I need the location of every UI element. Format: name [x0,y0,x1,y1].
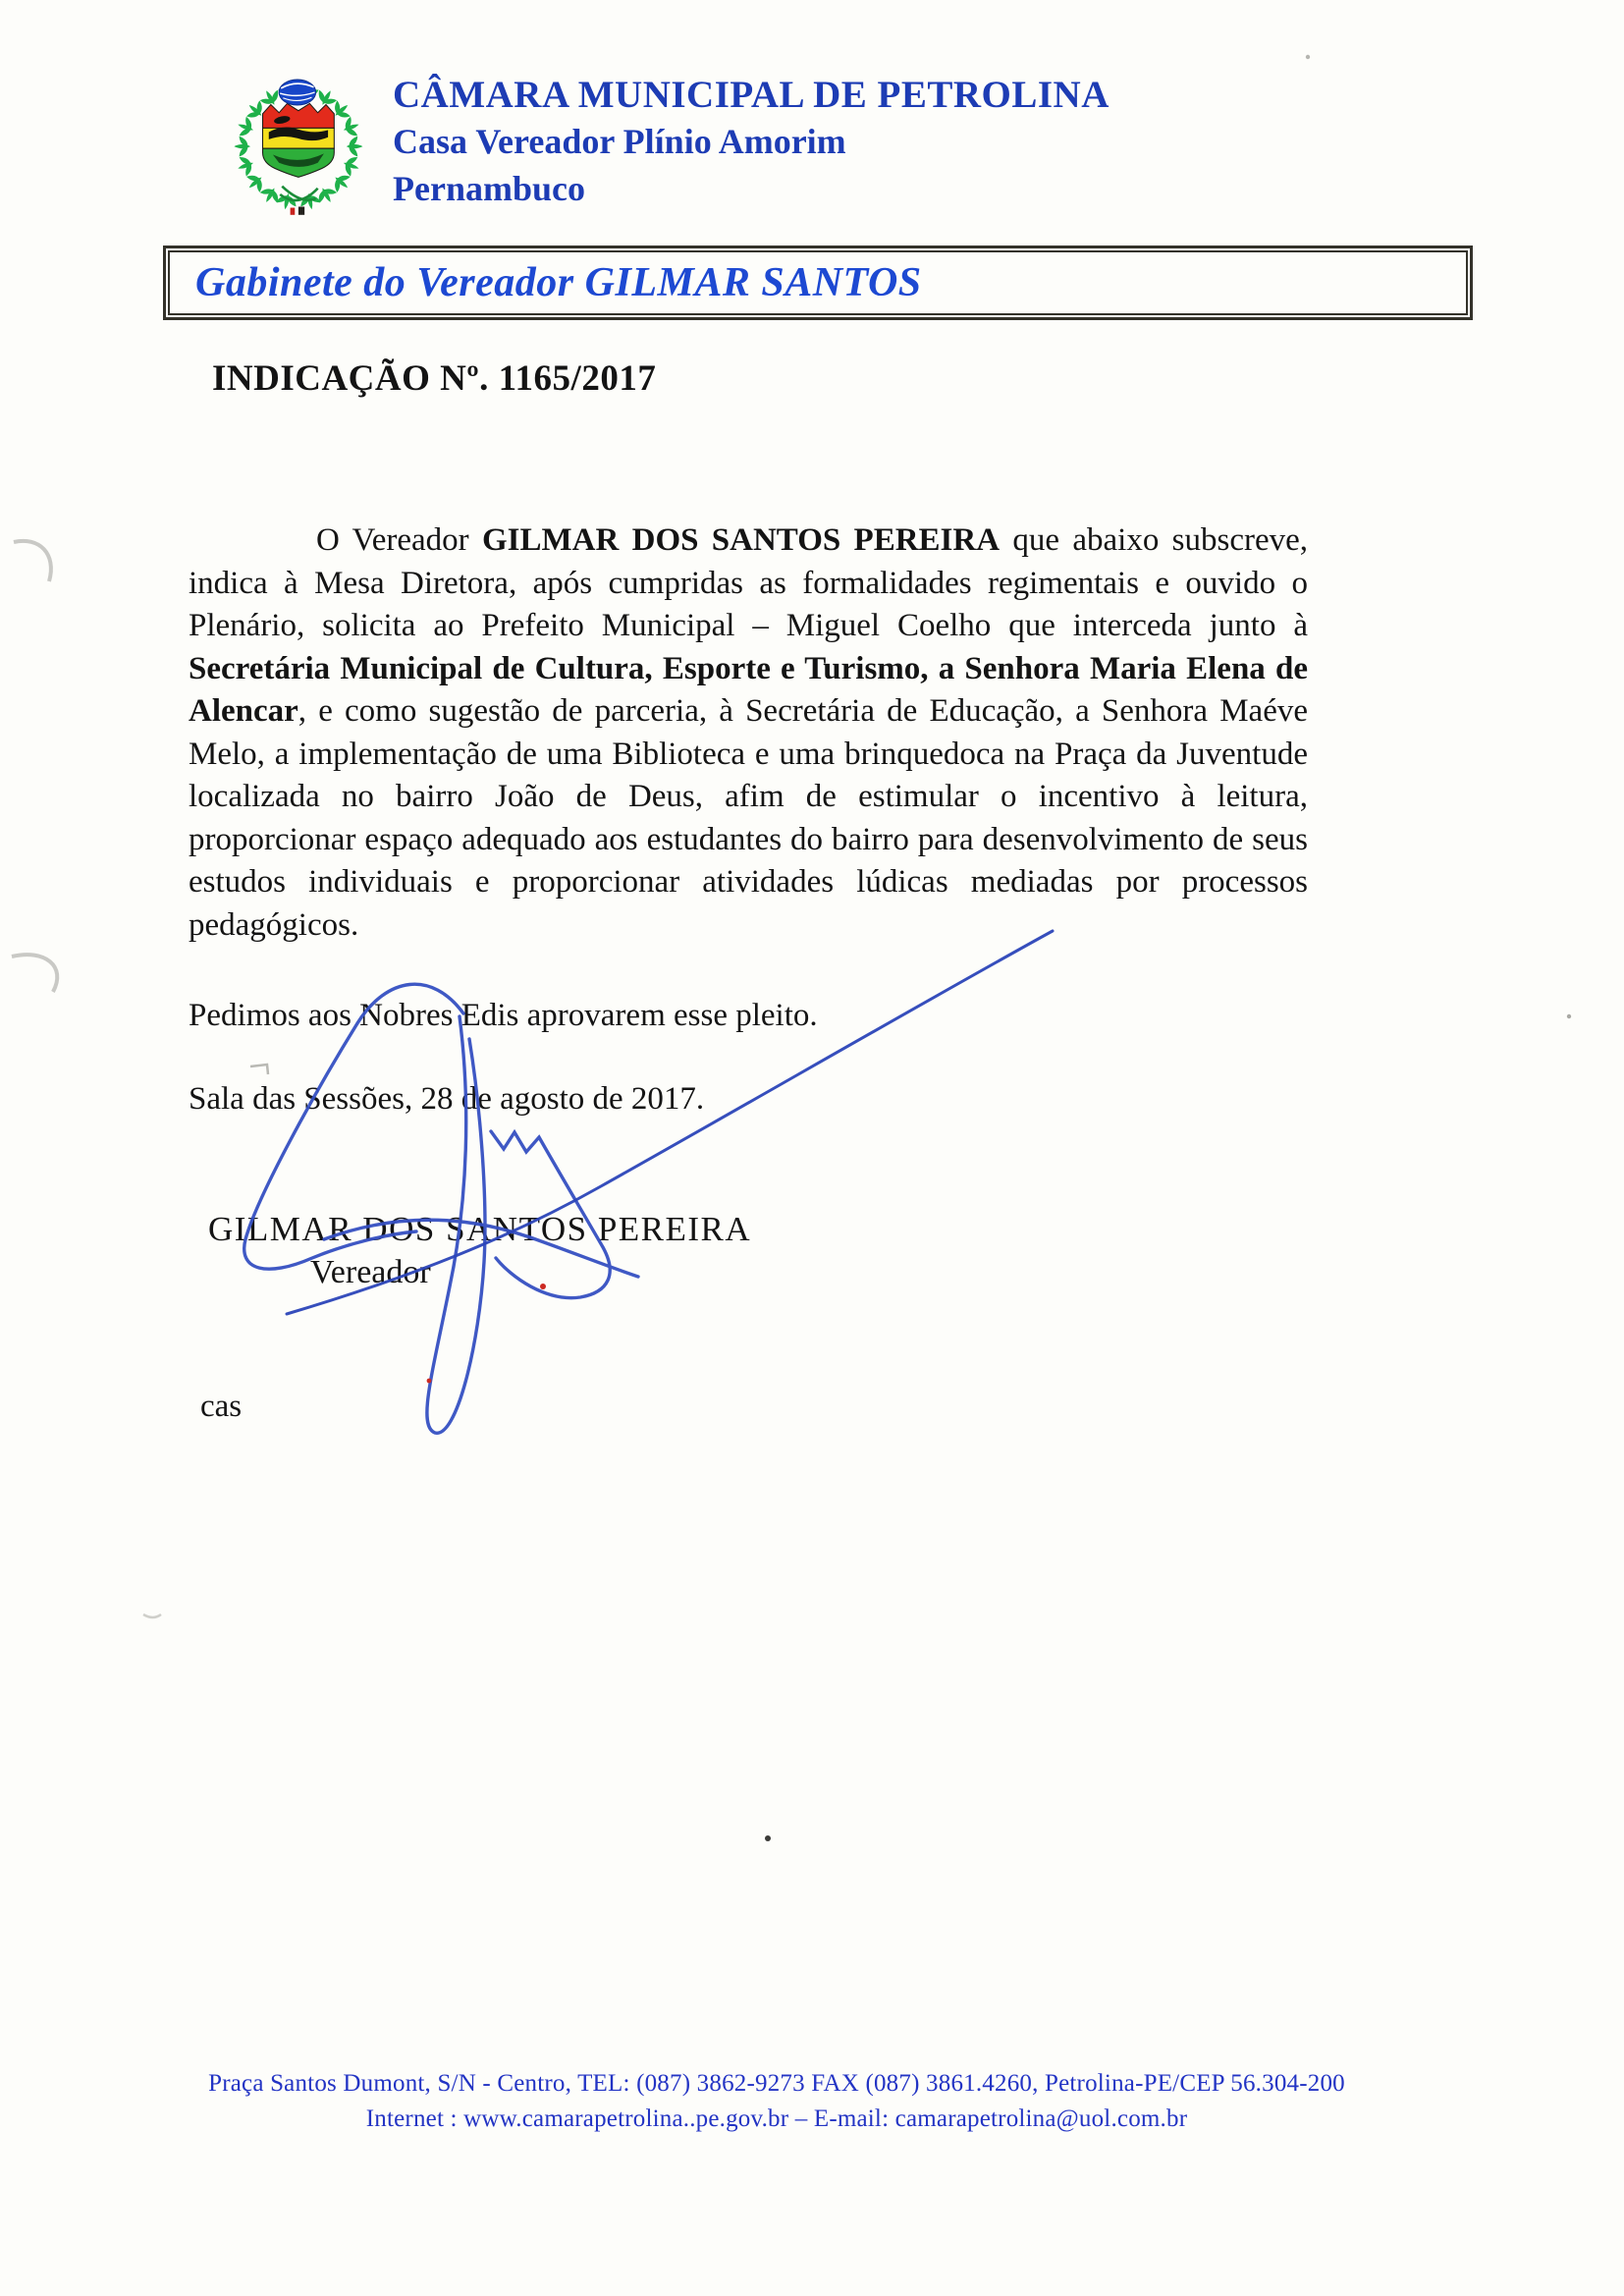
org-name: CÂMARA MUNICIPAL DE PETROLINA [393,74,1110,116]
session-date-line: Sala das Sessões, 28 de agosto de 2017. [189,1081,705,1117]
coat-of-arms-logo [224,67,377,220]
signatory-name: GILMAR DOS SANTOS PEREIRA [208,1210,752,1248]
footer-address: Praça Santos Dumont, S/N - Centro, TEL: (087) 3862-9273 FAX (087) 3861.4260, Petrolina-PE/CEP 56.304-200 [208,2070,1345,2097]
signatory-title: Vereador [310,1254,431,1290]
letterhead [393,75,1110,209]
closing-request-line: Pedimos aos Nobres Edis aprovarem esse pleito. [189,998,818,1033]
org-subtitle: Casa Vereador Plínio Amorim [393,121,846,161]
org-state: Pernambuco [393,169,585,209]
scan-artifacts [12,55,1571,1841]
footer [0,2070,1553,2133]
scroll-mark-icon [291,206,305,214]
body-paragraph: O Vereador GILMAR DOS SANTOS PEREIRA que abaixo subscreve, indica à Mesa Diretora, após cumpridas as formalidades regimentais e ouvido o Plenário, solicita ao Prefeito Municipal – Miguel Coelho que interceda junto à Secretária Municipal de Cultura, Esporte e Turismo, a Senhora Maria Elena de Alencar, e como sugestão de parceria, à Secretária de Educação, a Senhora Maéve Melo, a implementação de uma Biblioteca e uma brinquedoca na Praça da Juventude localizada no bairro João de Deus, afim de estimular o incentivo à leitura, proporcionar espaço adequado aos estudantes do bairro para desenvolvimento de seus estudos individuais e proporcionar atividades lúdicas mediadas por processos pedagógicos. [189,522,1308,943]
office-banner-text: Gabinete do Vereador GILMAR SANTOS [195,260,922,305]
footer-contact: Internet : www.camarapetrolina..pe.gov.br – E-mail: camarapetrolina@uol.com.br [365,2105,1188,2132]
globe-icon [279,80,315,105]
clerk-initials: cas [200,1389,243,1424]
document-number: INDICAÇÃO Nº. 1165/2017 [212,358,657,399]
shield-icon [263,103,335,177]
office-banner-frame [168,250,1468,315]
office-banner-box [163,246,1473,320]
